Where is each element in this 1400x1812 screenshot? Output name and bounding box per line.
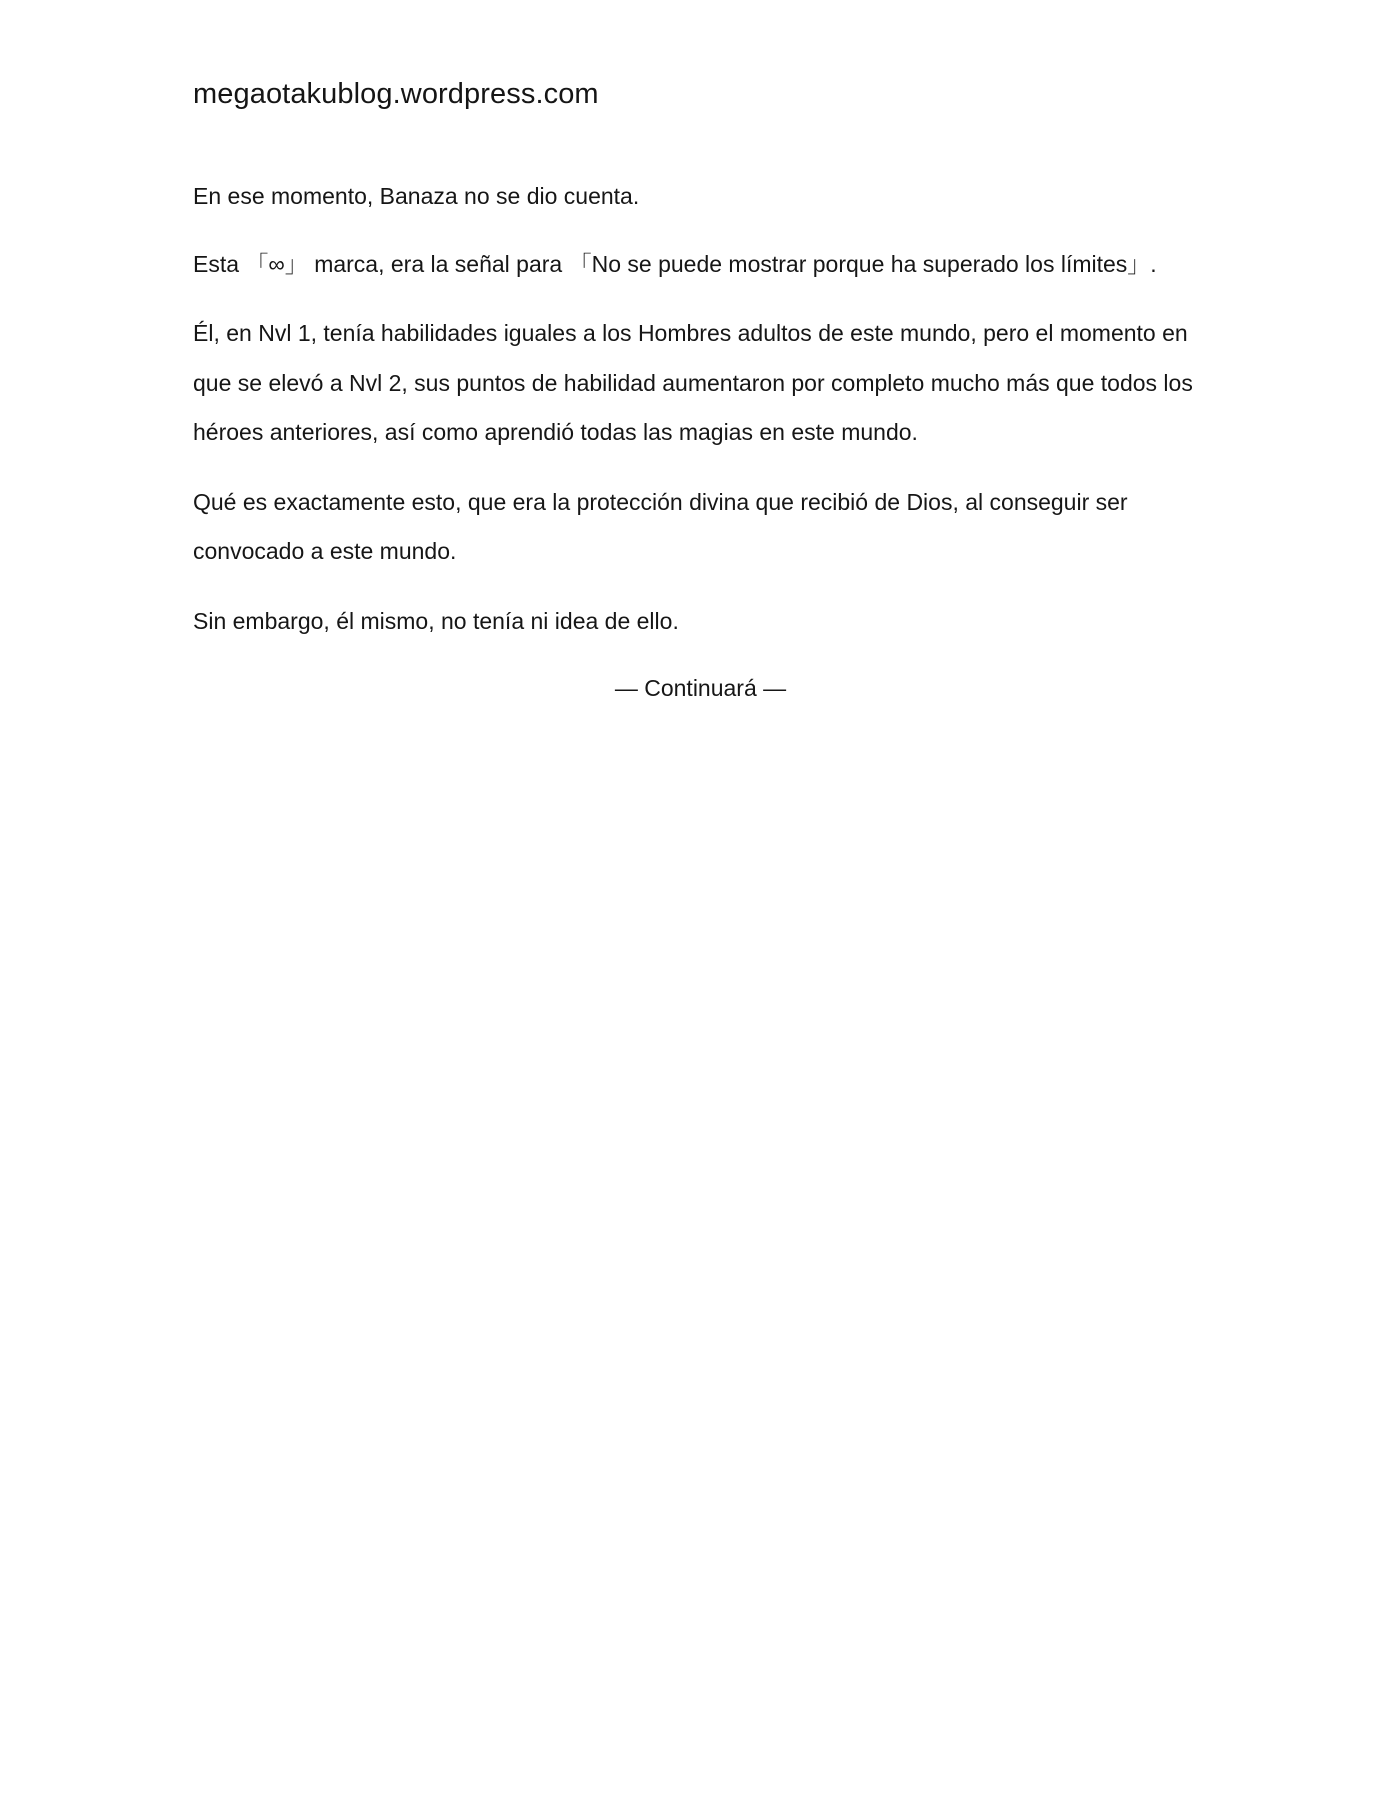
paragraph: En ese momento, Banaza no se dio cuenta.: [193, 183, 640, 209]
paragraph: Qué es exactamente esto, que era la protección divina que recibió de Dios, al conseguir ser convocado a este mundo.: [193, 488, 1128, 564]
site-header: megaotakublog.wordpress.com: [193, 78, 599, 110]
document-body: [193, 172, 1208, 714]
paragraph: Él, en Nvl 1, tenía habilidades iguales a los Hombres adultos de este mundo, pero el momento en que se elevó a Nvl 2, sus puntos de habilidad aumentaron por completo mucho más que todos los héroes anteriores, así como aprendió todas las magias en este mundo.: [193, 320, 1193, 445]
to-be-continued: — Continuará —: [614, 675, 787, 701]
paragraph: Sin embargo, él mismo, no tenía ni idea de ello.: [193, 607, 679, 634]
paragraph: Esta 「∞」 marca, era la señal para 「No se puede mostrar porque ha superado los límites」.: [193, 250, 1157, 277]
